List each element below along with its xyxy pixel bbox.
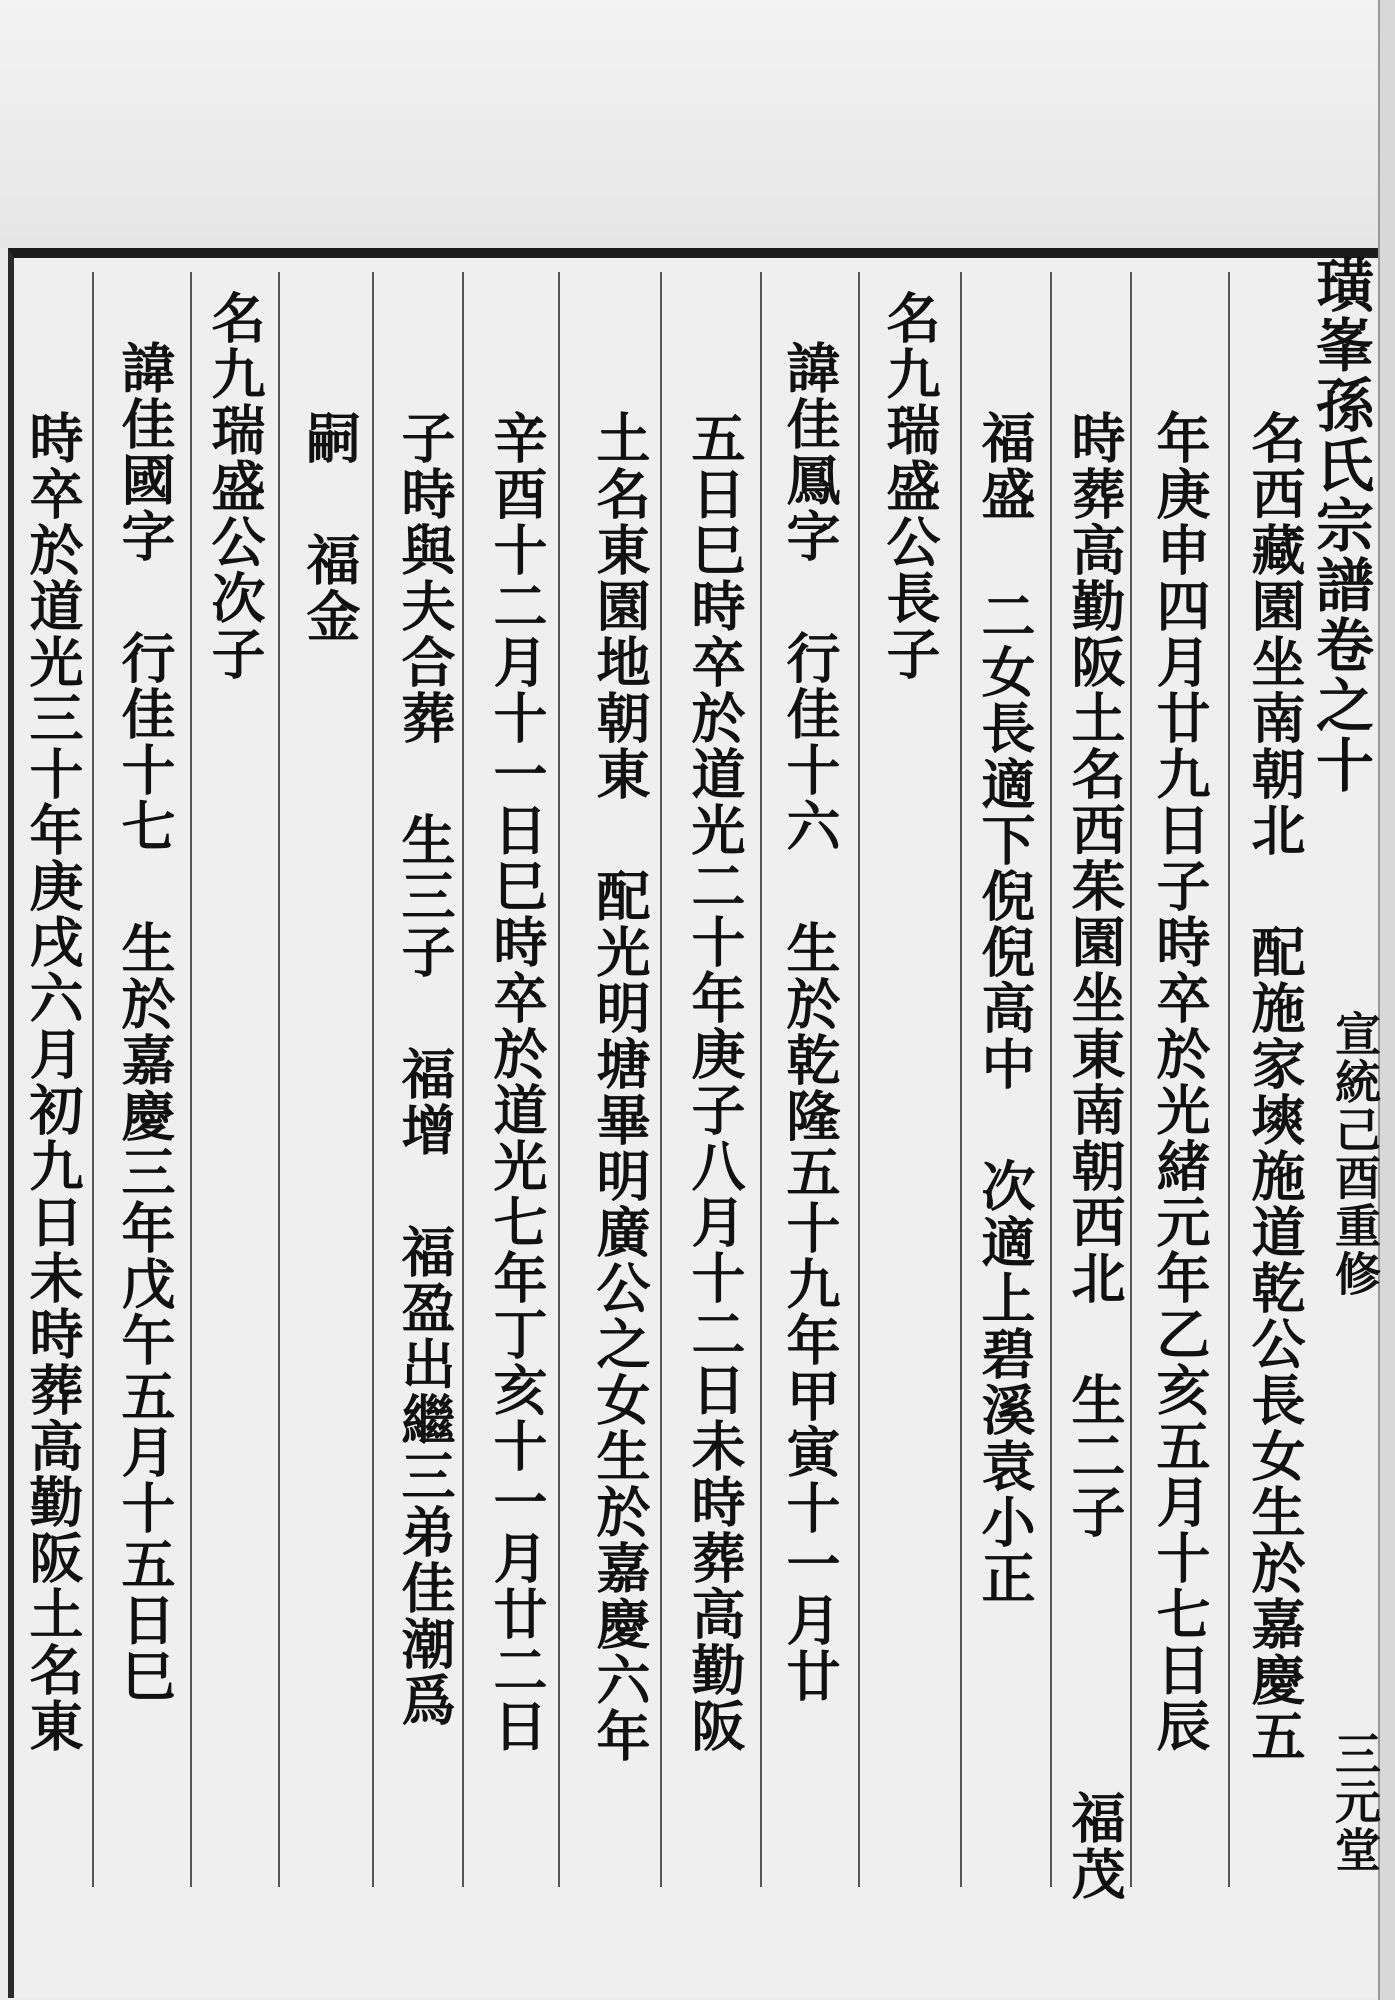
column-rule bbox=[462, 272, 464, 1887]
text-column-4: 福盛 二女長適下倪倪高中 次適上碧溪袁小正 bbox=[973, 410, 1037, 1606]
child-name: 福茂 bbox=[1063, 1790, 1127, 1902]
text-column-6: 諱佳鳳字 行佳十六 生於乾隆五十九年甲寅十一月廿 bbox=[778, 340, 842, 1704]
text-column-11: 嗣 福金 bbox=[298, 410, 362, 644]
column-rule bbox=[960, 272, 962, 1887]
text-column-9: 辛酉十二月十一日巳時卒於道光七年丁亥十一月廿二日 bbox=[485, 410, 549, 1754]
text-column-3: 時葬高勤阪土名西茱園坐東南朝西北 生二子 bbox=[1063, 410, 1127, 1540]
header-title-block bbox=[1305, 255, 1375, 1015]
page-top-margin bbox=[0, 0, 1395, 248]
column-rule bbox=[1130, 272, 1132, 1887]
column-rule bbox=[372, 272, 374, 1887]
hall-name: 三元堂 bbox=[1328, 1730, 1382, 1874]
text-column-10: 子時與夫合葬 生三子 福增 福盈出繼三弟佳潮爲 bbox=[393, 410, 457, 1728]
text-column-14: 時卒於道光三十年庚戌六月初九日未時葬高勤阪土名東 bbox=[21, 410, 85, 1754]
text-column-13: 諱佳國字 行佳十七 生於嘉慶三年戊午五月十五日巳 bbox=[113, 340, 177, 1704]
column-rule bbox=[278, 272, 280, 1887]
text-column-12: 名九瑞盛公次子 bbox=[203, 290, 267, 682]
column-rule bbox=[190, 272, 192, 1887]
genealogy-title: 璜峯孫氏宗譜 bbox=[1306, 255, 1374, 615]
text-column-7: 五日巳時卒於道光二十年庚子八月十二日未時葬高勤阪 bbox=[683, 410, 747, 1754]
column-rule bbox=[660, 272, 662, 1887]
text-column-8: 土名東園地朝東 配光明塘畢明廣公之女生於嘉慶六年 bbox=[588, 410, 652, 1764]
edition-label: 宣統己酉重修 bbox=[1328, 1010, 1382, 1298]
column-rule bbox=[760, 272, 762, 1887]
column-rule bbox=[1050, 272, 1052, 1887]
text-column-5: 名九瑞盛公長子 bbox=[878, 290, 942, 682]
text-column-2: 年庚申四月廿九日子時卒於光緒元年乙亥五月十七日辰 bbox=[1148, 410, 1212, 1754]
column-rule bbox=[92, 272, 94, 1887]
volume-label: 卷之十 bbox=[1306, 615, 1374, 795]
text-column-1: 名西藏園坐南朝北 配施家塽施道乾公長女生於嘉慶五 bbox=[1243, 410, 1307, 1764]
book-right-edge bbox=[1378, 0, 1395, 2000]
column-rule bbox=[1228, 272, 1230, 1887]
column-rule bbox=[558, 272, 560, 1887]
column-rule bbox=[858, 272, 860, 1887]
